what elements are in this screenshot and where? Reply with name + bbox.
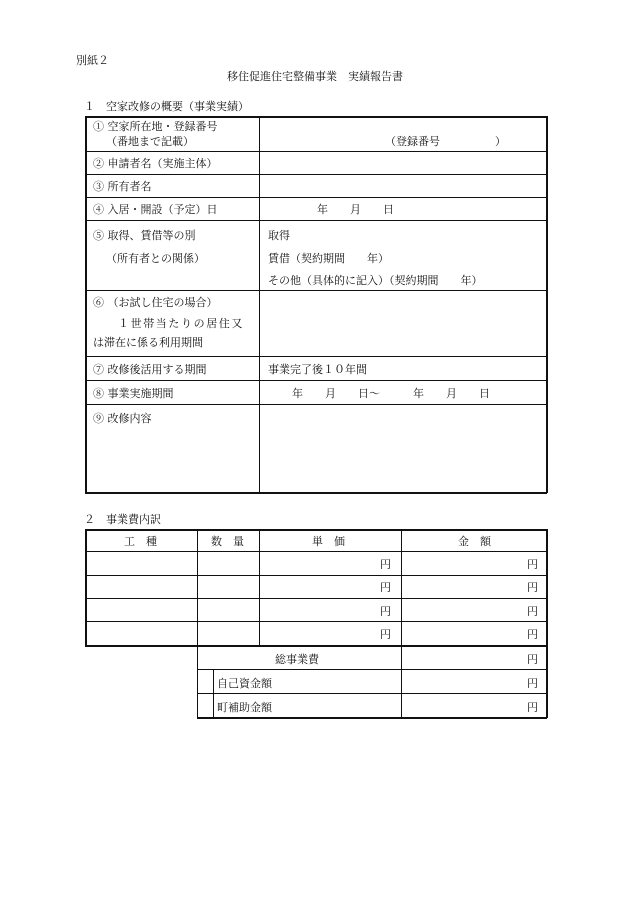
row1-registration-number: （登録番号 ） — [385, 135, 506, 148]
page-title: 移住促進住宅整備事業 実績報告書 — [227, 70, 403, 83]
row4-date: 年 月 日 — [317, 203, 394, 216]
row6-label-line3: は滞在に係る利用期間 — [93, 336, 203, 349]
section2-heading: ２ 事業費内訳 — [84, 513, 161, 526]
row1-unit-price-yen: 円 — [380, 558, 391, 571]
row5-option-lease: 賃借（契約期間 年） — [268, 252, 389, 265]
attachment-label: 別紙２ — [76, 54, 109, 67]
row2-label: ② 申請者名（実施主体） — [93, 157, 218, 170]
row3-amount-yen: 円 — [527, 605, 538, 618]
header-amount: 金 額 — [458, 535, 491, 548]
town-subsidy-label: 町補助金額 — [217, 701, 272, 714]
row9-label: ⑨ 改修内容 — [93, 412, 152, 425]
row5-label-line2: （所有者との関係） — [106, 252, 205, 265]
row3-unit-price-yen: 円 — [380, 605, 391, 618]
row6-label-line2: １世帯当たりの居住又 — [118, 317, 244, 330]
row7-label: ⑦ 改修後活用する期間 — [93, 363, 207, 376]
row5-option-acquire: 取得 — [268, 229, 290, 242]
row1-label-line1: ① 空家所在地・登録番号 — [93, 120, 218, 133]
row7-value: 事業完了後１０年間 — [268, 363, 367, 376]
row8-period: 年 月 日～ 年 月 日 — [292, 387, 490, 400]
row2-unit-price-yen: 円 — [380, 581, 391, 594]
header-quantity: 数 量 — [211, 535, 244, 548]
row1-amount-yen: 円 — [527, 558, 538, 571]
section1-heading: １ 空家改修の概要（事業実績） — [84, 100, 249, 113]
row5-option-other: その他（具体的に記入）（契約期間 年） — [268, 274, 483, 287]
header-unit-price: 単 価 — [312, 535, 345, 548]
row6-label-line1: ⑥ （お試し住宅の場合） — [93, 296, 218, 309]
self-funds-yen: 円 — [527, 677, 538, 690]
row4-amount-yen: 円 — [527, 628, 538, 641]
row2-amount-yen: 円 — [527, 581, 538, 594]
row4-label: ④ 入居・開設（予定）日 — [93, 203, 218, 216]
row3-label: ③ 所有者名 — [93, 180, 152, 193]
total-cost-yen: 円 — [527, 653, 538, 666]
row4-unit-price-yen: 円 — [380, 628, 391, 641]
total-cost-label: 総事業費 — [275, 653, 319, 666]
row1-label-line2: （番地まで記載） — [106, 135, 194, 148]
self-funds-label: 自己資金額 — [217, 677, 272, 690]
town-subsidy-yen: 円 — [527, 701, 538, 714]
row8-label: ⑧ 事業実施期間 — [93, 387, 174, 400]
row5-label-line1: ⑤ 取得、賃借等の別 — [93, 229, 196, 242]
header-work-type: 工 種 — [124, 535, 157, 548]
